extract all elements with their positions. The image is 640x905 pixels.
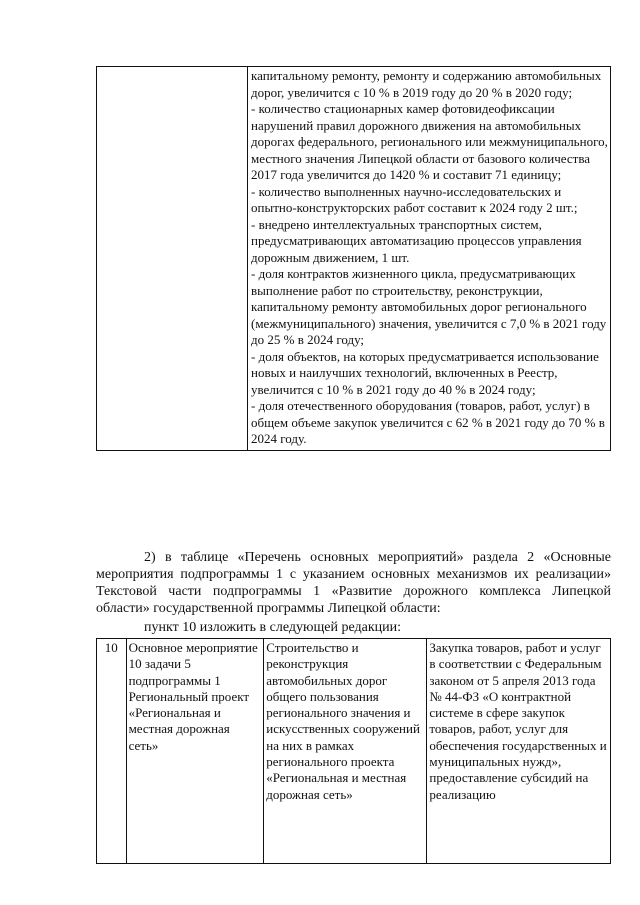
indicator-line: - количество стационарных камер фотовидеофиксации нарушений правил дорожного движения на автомобильных дорогах федерального, регионального или межмуниципального, местного значения Липецкой области от базового количества 2017 года увеличится до 1420 % и составит 71 единицу; (251, 101, 608, 182)
continuation-table (96, 66, 611, 451)
indicator-line: - количество выполненных научно-исследовательских и опытно-конструкторских работ составит к 2024 году 2 шт.; (251, 183, 578, 215)
empty-cell (97, 67, 248, 451)
measures-table (96, 638, 611, 864)
indicator-line: - доля контрактов жизненного цикла, предусматривающих выполнение работ по строительству, реконструкции, капитальному ремонту автомобильных дорог регионального (межмуниципального) значения, увеличится с 7,0 % в 2021 году до 25 % в 2024 году; (251, 266, 607, 347)
measure-name-cell: Основное мероприятие 10 задачи 5 подпрограммы 1 Региональный проект «Региональная и местная дорожная сеть» (126, 639, 264, 864)
table-row (97, 639, 611, 864)
indicator-line: капитальному ремонту, ремонту и содержанию автомобильных дорог, увеличится с 10 % в 2019 году до 20 % в 2020 году; (251, 68, 602, 100)
amendment-instruction: пункт 10 изложить в следующей редакции: (144, 620, 401, 635)
indicator-line: - внедрено интеллектуальных транспортных систем, предусматривающих автоматизацию процессов управления дорожным движением, 1 шт. (251, 216, 582, 265)
indicators-cell (248, 67, 611, 451)
table-row (97, 67, 611, 451)
row-number: 10 (97, 639, 127, 864)
amendment-paragraph: 2) в таблице «Перечень основных мероприятий» раздела 2 «Основные мероприятия подпрограммы 1 с указанием основных механизмов их реализации» Текстовой части подпрограммы 1 «Развитие дорожного комплекса Липецкой области» государственной программы Липецкой области: (96, 550, 611, 616)
indicator-line: - доля объектов, на которых предусматривается использование новых и наилучших технологий, включенных в Реестр, увеличится с 10 % в 2021 году до 40 % в 2024 году; (251, 348, 599, 397)
indicator-line: - доля отечественного оборудования (товаров, работ, услуг) в общем объеме закупок увеличится с 62 % в 2021 году до 70 % в 2024 году. (251, 398, 605, 446)
measure-mechanism-cell: Закупка товаров, работ и услуг в соответствии с Федеральным законом от 5 апреля 2013 года № 44-ФЗ «О контрактной системе в сфере закупок товаров, работ, услуг для обеспечения государственных и муниципальных нужд», предоставление субсидий на реализацию (427, 639, 611, 864)
measure-description-cell: Строительство и реконструкция автомобильных дорог общего пользования регионального значения и искусственных сооружений на них в рамках регионального проекта «Региональная и местная дорожная сеть» (264, 639, 427, 864)
